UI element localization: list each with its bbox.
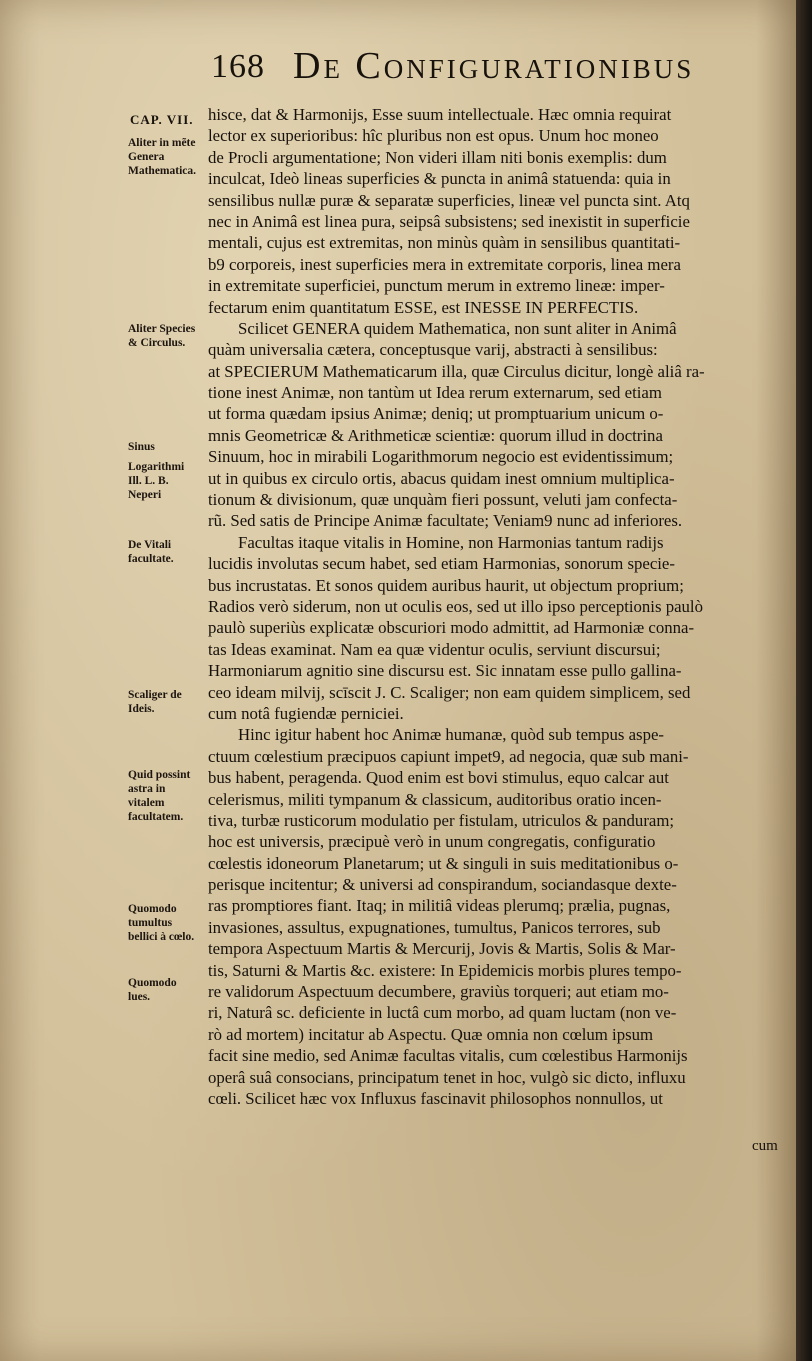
text-line: ut forma quædam ipsius Animæ; deniq; ut promptuarium unicum o- bbox=[208, 404, 664, 424]
body-text bbox=[208, 104, 768, 1109]
page-number: 168 bbox=[211, 48, 265, 85]
text-line: nec in Animâ est linea pura, seipsâ subsistens; sed inexistit in superficie bbox=[208, 211, 690, 231]
catchword: cum bbox=[752, 1138, 778, 1154]
text-line: quàm universalia cætera, conceptusque varij, abstracti à sensilibus: bbox=[208, 340, 658, 360]
text-line: tempora Aspectuum Martis & Mercurij, Jovis & Martis, Solis & Mar- bbox=[208, 939, 676, 959]
text-line: Hinc igitur habent hoc Animæ humanæ, quòd sub tempus aspe- bbox=[238, 725, 665, 745]
text-line: tis, Saturni & Martis &c. existere: In Epidemicis morbis plures tempo- bbox=[208, 960, 682, 980]
text-line: perisque incitentur; & universi ad conspirandum, sociandasque dexte- bbox=[208, 875, 677, 895]
margin-note: De Vitali facultate. bbox=[128, 539, 174, 565]
margin-column bbox=[0, 0, 200, 1361]
text-line: lucidis involutas secum habet, sed etiam Harmonias, sonorum specie- bbox=[208, 554, 675, 574]
margin-note: Sinus bbox=[128, 441, 155, 453]
text-line: re validorum Aspectuum decumbere, graviùs torqueri; aut etiam mo- bbox=[208, 982, 669, 1002]
text-line: bus habent, peragenda. Quod enim est bovi stimulus, equo calcar aut bbox=[208, 768, 669, 788]
text-line: invasiones, assultus, expugnationes, tumultus, Panicos terrores, sub bbox=[208, 917, 661, 937]
text-line: inculcat, Ideò lineas superficies & puncta in animâ statuenda: quia in bbox=[208, 169, 671, 189]
running-head bbox=[203, 42, 783, 92]
running-title: De Configurationibus bbox=[293, 45, 695, 87]
margin-note: Scaliger de Ideis. bbox=[128, 689, 182, 715]
text-line: mentali, cujus est extremitas, non minùs quàm in sensilibus quantitati- bbox=[208, 233, 681, 253]
text-line: lector ex superioribus: hîc pluribus non est opus. Unum hoc moneo bbox=[208, 126, 659, 146]
text-line: in extremitate superficiei, punctum merum in extremo lineæ: imper- bbox=[208, 276, 665, 296]
text-line: ras promptiores fiant. Itaq; in militiâ videas plerumq; prælia, pugnas, bbox=[208, 896, 671, 916]
text-line: Facultas itaque vitalis in Homine, non Harmonias tantum radijs bbox=[238, 532, 664, 552]
text-line: ctuum cœlestium præcipuos capiunt impet9, ad negocia, quæ sub mani- bbox=[208, 746, 689, 766]
margin-note: Aliter in mẽte Genera Mathematica. bbox=[128, 137, 197, 177]
text-line: ut in quibus ex circulo ortis, abacus quidam inest omnium multiplica- bbox=[208, 468, 675, 488]
text-line: cœli. Scilicet hæc vox Influxus fascinavit philosophos nonnullos, ut bbox=[208, 1088, 663, 1108]
margin-note: Quomodo tumultus bellici à cœlo. bbox=[128, 903, 195, 943]
text-line: ceo ideam milvij, scīscit J. C. Scaliger; non eam quidem simplicem, sed bbox=[208, 682, 691, 702]
text-line: at SPECIERUM Mathematicarum illa, quæ Circulus dicitur, longè aliâ ra- bbox=[208, 361, 705, 381]
text-line: operâ suâ consocians, principatum tenet in hoc, vulgò sic dicto, influxu bbox=[208, 1067, 686, 1087]
chapter-label: CAP. VII. bbox=[130, 112, 194, 127]
text-line: bus incrustatas. Et sonos quidem auribus haurit, ut objectum proprium; bbox=[208, 575, 684, 595]
text-line: b9 corporeis, inest superficies mera in extremitate corporis, linea mera bbox=[208, 254, 681, 274]
text-line: facit sine medio, sed Animæ facultas vitalis, cum cœlestibus Harmonijs bbox=[208, 1046, 688, 1066]
text-line: sensilibus nullæ puræ & separatæ superficies, lineæ vel puncta sint. Atq bbox=[208, 190, 690, 210]
book-edge bbox=[796, 0, 812, 1361]
text-line: paulò superiùs explicatæ obscuriori modo admittit, ad Harmoniæ conna- bbox=[208, 618, 695, 638]
text-line: hoc est universis, præcipuè verò in unum congregatis, configuratio bbox=[208, 832, 656, 852]
text-line: ri, Naturâ sc. deficiente in luctâ cum morbo, ad quam luctam (non ve- bbox=[208, 1003, 677, 1023]
text-line: tiva, turbæ rusticorum modulatio per fistulam, utriculos & panduram; bbox=[208, 810, 675, 830]
text-line: rò ad mortem) incitatur ab Aspectu. Quæ omnia non cœlum ipsum bbox=[208, 1024, 654, 1044]
text-line: tionum & divisionum, quæ unquàm fieri possunt, veluti jam confecta- bbox=[208, 490, 678, 510]
margin-note: Aliter Species & Circulus. bbox=[128, 323, 196, 349]
text-line: celerismus, militi tympanum & classicum, auditoribus oratio incen- bbox=[208, 789, 662, 809]
text-line: mnis Geometricæ & Arithmeticæ scientiæ: quorum illud in doctrina bbox=[208, 425, 663, 445]
text-line: tione inest Animæ, non tantùm ut Idea rerum externarum, sed etiam bbox=[208, 383, 662, 403]
text-line: tas Ideas examinat. Nam ea quæ videntur oculis, serviunt discursui; bbox=[208, 639, 661, 659]
margin-note: Quid possint astra in vitalem facultatem. bbox=[128, 769, 191, 823]
text-line: de Procli argumentatione; Non videri illam niti bonis exemplis: dum bbox=[208, 147, 667, 167]
text-line: cum notâ fugiendæ perniciei. bbox=[208, 703, 404, 723]
text-line: Scilicet GENERA quidem Mathematica, non sunt aliter in Animâ bbox=[238, 318, 677, 338]
margin-note: Logarithmi Ill. L. B. Neperi bbox=[128, 461, 185, 501]
text-line: cœlestis idoneorum Planetarum; ut & singuli in suis meditationibus o- bbox=[208, 853, 679, 873]
text-line: Sinuum, hoc in mirabili Logarithmorum negocio est evidentissimum; bbox=[208, 447, 674, 467]
text-line: Harmoniarum agnitio sine discursu est. Sic innatam esse pullo gallina- bbox=[208, 661, 682, 681]
text-line: Radios verò siderum, non ut oculis eos, sed ut illo ipso perceptionis paulò bbox=[208, 596, 703, 616]
text-line: fectarum enim quantitatum ESSE, est INESSE IN PERFECTIS. bbox=[208, 297, 639, 317]
text-line: rũ. Sed satis de Principe Animæ facultate; Veniam9 nunc ad inferiores. bbox=[208, 511, 683, 531]
margin-note: Quomodo lues. bbox=[128, 977, 177, 1003]
text-line: hisce, dat & Harmonijs, Esse suum intellectuale. Hæc omnia requirat bbox=[208, 105, 672, 124]
